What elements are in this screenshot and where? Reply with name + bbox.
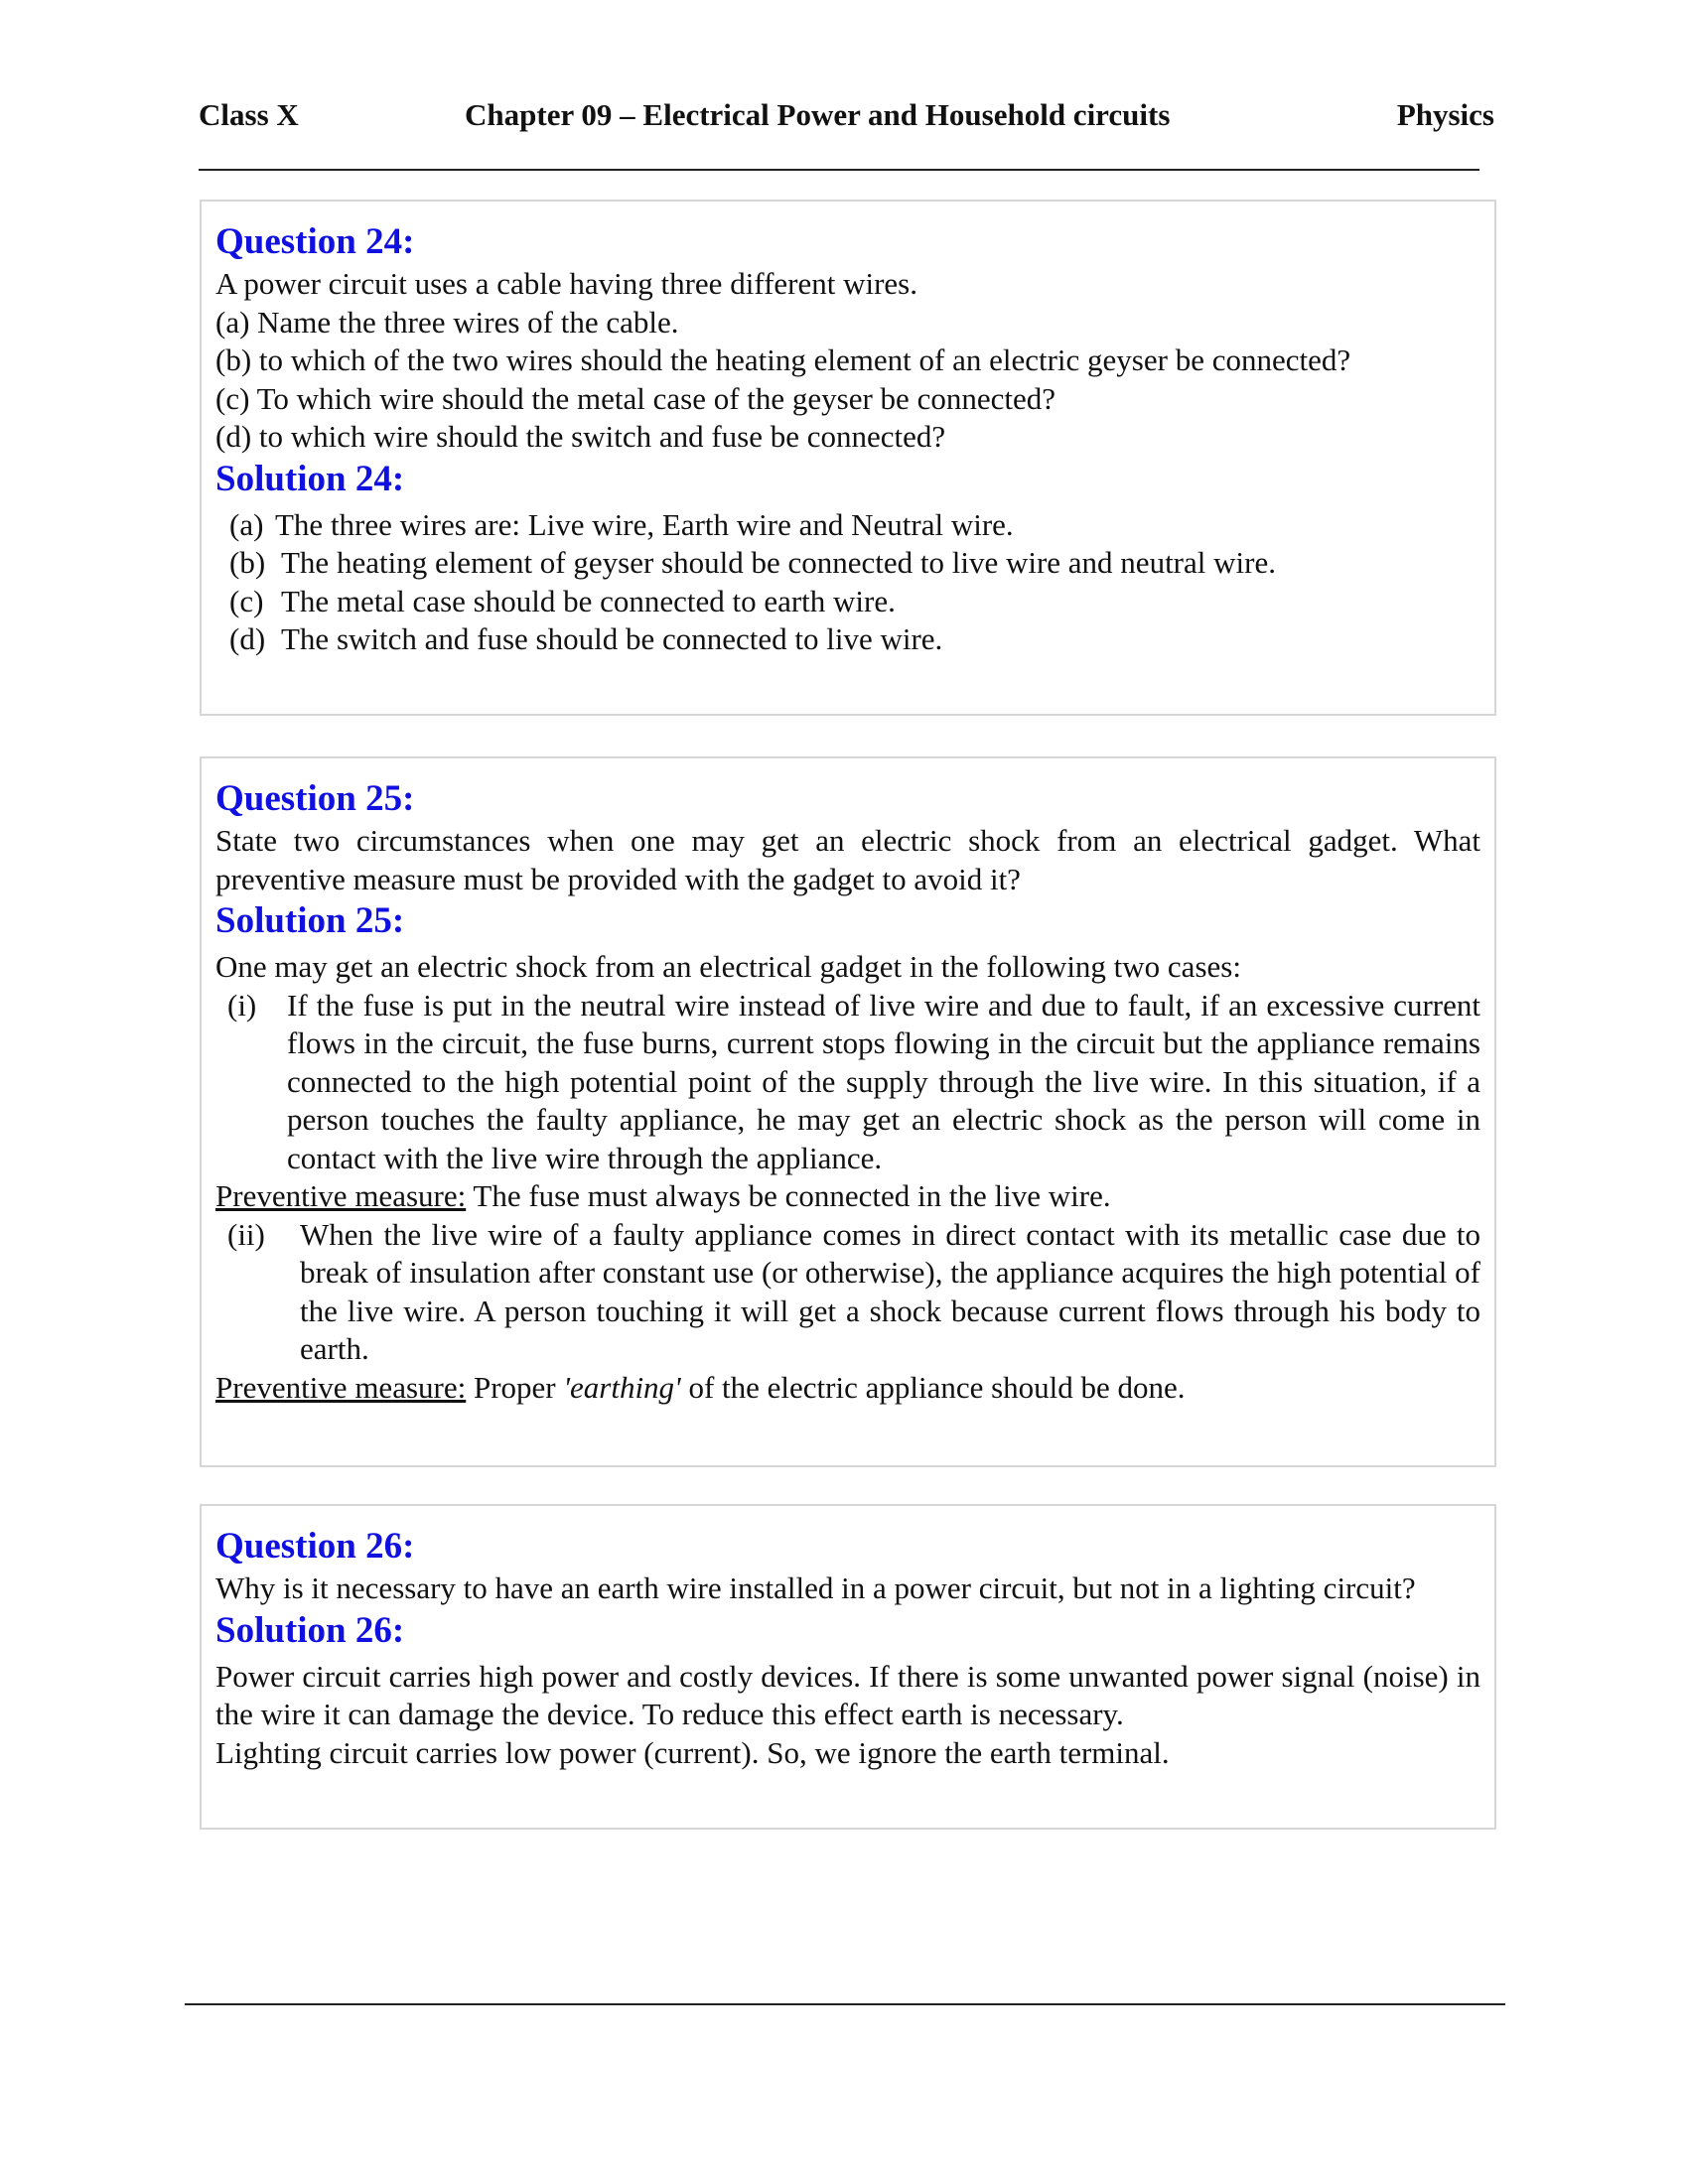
list-item-label: (b) xyxy=(229,545,266,580)
question-25-heading: Question 25: xyxy=(215,778,415,819)
question-24-heading: Question 24: xyxy=(215,221,415,262)
solution-25-heading: Solution 25: xyxy=(215,900,405,941)
page-header xyxy=(199,97,1494,141)
list-item xyxy=(215,506,1480,545)
footer-divider xyxy=(185,2003,1505,2005)
solution-24-list xyxy=(215,506,1480,659)
list-item-text: The switch and fuse should be connected to live wire. xyxy=(281,621,943,656)
list-item xyxy=(215,987,1480,1178)
preventive-measure-text: The fuse must always be connected in the live wire. xyxy=(466,1178,1111,1213)
solution-26-heading: Solution 26: xyxy=(215,1609,405,1651)
question-24-line: A power circuit uses a cable having three different wires. xyxy=(215,266,917,301)
preventive-measure-2 xyxy=(215,1369,1480,1408)
list-item xyxy=(215,1216,1480,1369)
preventive-measure-label: Preventive measure: xyxy=(215,1178,467,1213)
list-item xyxy=(215,544,1480,583)
earthing-term: 'earthing' xyxy=(563,1369,681,1405)
list-item-text: The metal case should be connected to earth wire. xyxy=(281,583,896,618)
case-1-text: If the fuse is put in the neutral wire instead of live wire and due to fault, if an excessive current flows in the circuit, the fuse burns, current stops flowing in the circuit but the appliance remains connected to the high potential point of the supply through the live wire. In this situation, if a person touches the faulty appliance, he may get an electric shock as the person will come in contact with the live wire through the appliance. xyxy=(287,987,1480,1175)
preventive-measure-label: Preventive measure: xyxy=(215,1369,467,1405)
header-divider xyxy=(199,169,1479,171)
header-class: Class X xyxy=(199,97,299,132)
solution-26-paragraph: Power circuit carries high power and costly devices. If there is some unwanted power signal (noise) in the wire it can damage the device. To reduce this effect earth is necessary. xyxy=(215,1658,1480,1731)
case-1-label: (i) xyxy=(227,987,257,1023)
case-2-text: When the live wire of a faulty appliance comes in direct contact with its metallic case due to break of insulation after constant use (or otherwise), the appliance acquires the high potential of the live wire. A person touching it will get a shock because current flows through his body to earth. xyxy=(300,1216,1480,1366)
question-26-box xyxy=(200,1504,1496,1830)
preventive-measure-text-pre: Proper xyxy=(466,1369,564,1405)
list-item xyxy=(215,620,1480,659)
list-item-text: The heating element of geyser should be connected to live wire and neutral wire. xyxy=(281,545,1276,580)
solution-24-heading: Solution 24: xyxy=(215,458,405,499)
question-24-line: (a) Name the three wires of the cable. xyxy=(215,304,679,340)
solution-25-intro: One may get an electric shock from an electrical gadget in the following two cases: xyxy=(215,949,1241,984)
question-24-box xyxy=(200,200,1496,716)
question-24-line: (b) to which of the two wires should the heating element of an electric geyser be connected? xyxy=(215,342,1351,377)
question-24-line: (d) to which wire should the switch and fuse be connected? xyxy=(215,419,946,454)
solution-26-paragraph: Lighting circuit carries low power (current). So, we ignore the earth terminal. xyxy=(215,1734,1170,1770)
list-item-label: (d) xyxy=(229,621,266,656)
header-subject: Physics xyxy=(1396,97,1494,132)
question-25-box xyxy=(200,756,1496,1467)
list-item-label: (a) xyxy=(229,506,264,542)
question-25-text: State two circumstances when one may get an electric shock from an electrical gadget. What preventive measure must be provided with the gadget to avoid it? xyxy=(215,823,1480,896)
preventive-measure-1 xyxy=(215,1177,1480,1216)
list-item-label: (c) xyxy=(229,583,264,618)
question-24-line: (c) To which wire should the metal case of the geyser be connected? xyxy=(215,380,1055,416)
preventive-measure-text-post: of the electric appliance should be done. xyxy=(680,1369,1186,1405)
question-26-heading: Question 26: xyxy=(215,1526,415,1567)
case-2-label: (ii) xyxy=(227,1216,265,1252)
list-item xyxy=(215,583,1480,621)
header-chapter-title: Chapter 09 – Electrical Power and Household circuits xyxy=(465,97,1171,132)
question-26-text: Why is it necessary to have an earth wire installed in a power circuit, but not in a lighting circuit? xyxy=(215,1570,1416,1605)
list-item-text: The three wires are: Live wire, Earth wire and Neutral wire. xyxy=(275,506,1014,542)
